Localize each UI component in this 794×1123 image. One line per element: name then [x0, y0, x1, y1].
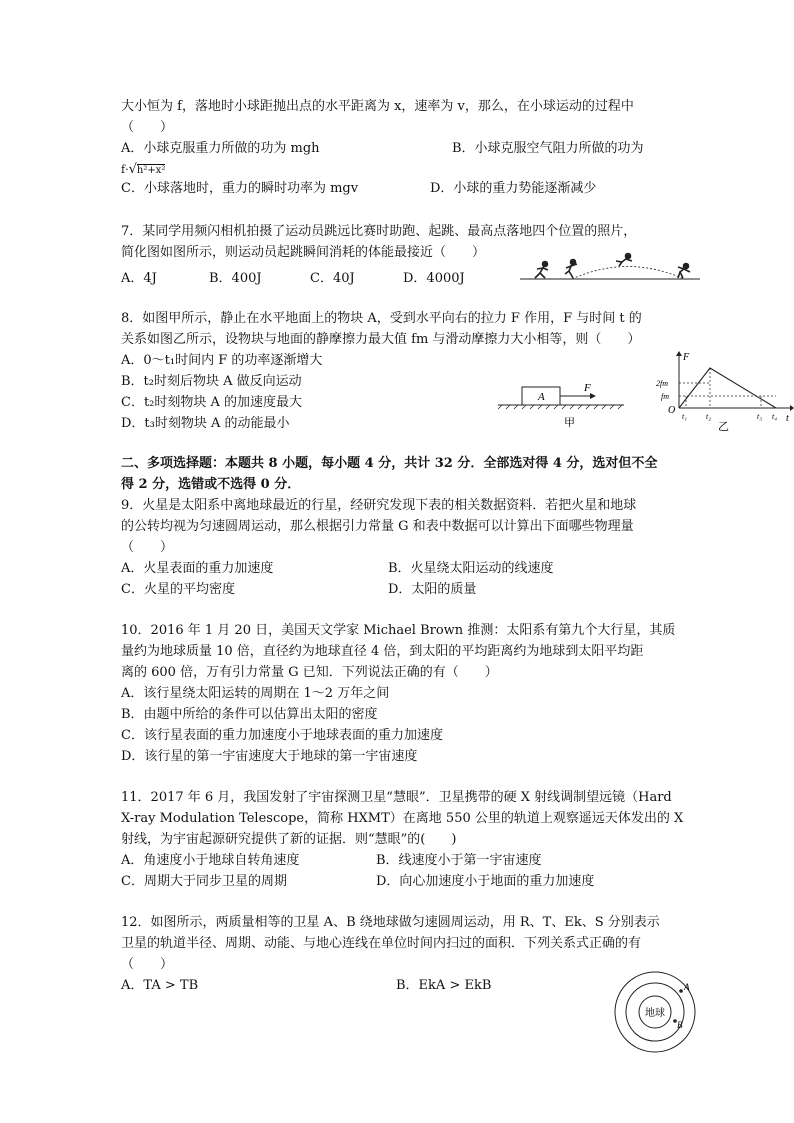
figure-jia	[498, 378, 624, 430]
q6-formula-prefix: f·	[121, 163, 129, 176]
force-time-curve	[679, 368, 776, 408]
runner-icon	[535, 262, 548, 279]
tick-t3: t₃	[757, 412, 763, 421]
q11-option-b: B．线速度小于第一宇宙速度	[376, 853, 542, 868]
q6-option-d: D．小球的重力势能逐渐减少	[430, 181, 597, 196]
q12-option-a: A．TA > TB	[121, 978, 199, 993]
f-axis-label: F	[683, 352, 690, 363]
t-axis-label: t	[786, 413, 789, 424]
q8-option-b: B．t₂时刻后物块 A 做反向运动	[121, 374, 302, 389]
force-label: F	[584, 382, 591, 394]
q11-stem-line2: X-ray Modulation Telescope，简称 HXMT）在离地 550 公里的轨道上观察遥远天体发出的 X	[121, 811, 684, 826]
q9-stem-line1: 9．火星是太阳系中离地球最近的行星，经研究发现下表的相关数据资料．若把火星和地球	[121, 498, 637, 513]
tick-fm: fm	[661, 392, 669, 401]
q12-paren: （ ）	[121, 957, 174, 972]
q7-stem-line2: 简化图如图所示，则运动员起跳瞬间消耗的体能最接近（ ）	[121, 245, 486, 260]
tick-t4: t₄	[772, 412, 778, 421]
section2-heading-line2: 得 2 分，选错或不选得 0 分．	[121, 477, 301, 492]
q8-option-c: C．t₂时刻物块 A 的加速度最大	[121, 395, 303, 410]
satellite-a-dot	[679, 989, 683, 993]
q10-stem-line2: 量约为地球质量 10 倍，直径约为地球直径 4 倍，到太阳的平均距离约为地球到太阳平均距	[121, 644, 644, 659]
q6-formula-radicand: h²+x²	[136, 165, 166, 176]
q6-stem-line1: 大小恒为 f，落地时小球距抛出点的水平距离为 x，速率为 v，那么，在小球运动的过程中	[121, 99, 634, 114]
q10-option-d: D．该行星的第一宇宙速度大于地球的第一宇宙速度	[121, 749, 418, 764]
q6-option-c: C．小球落地时，重力的瞬时功率为 mgv	[121, 181, 359, 196]
q9-paren: （ ）	[121, 540, 174, 555]
q10-stem-line3: 离的 600 倍，万有引力常量 G 已知．下列说法正确的有（ ）	[121, 665, 498, 680]
q12-stem-line2: 卫星的轨道半径、周期、动能、与地心连线在单位时间内扫过的面积．下列关系式正确的有	[121, 936, 642, 951]
ground-hatching	[498, 405, 622, 409]
q7-option-a: A．4J	[121, 271, 157, 286]
q11-option-a: A．角速度小于地球自转角速度	[121, 853, 300, 868]
landing-jumper-icon	[678, 264, 690, 279]
q6-option-b-formula	[121, 161, 165, 180]
satellite-orbit-figure	[610, 970, 700, 1056]
takeoff-jumper-icon	[565, 260, 577, 279]
figure-jia-caption: 甲	[564, 417, 575, 429]
q9-option-b: B．火星绕太阳运动的线速度	[388, 561, 554, 576]
figure-yi-graph	[652, 350, 794, 432]
q8-stem-line1: 8．如图甲所示，静止在水平地面上的物块 A，受到水平向右的拉力 F 作用，F 与时间 t 的	[121, 311, 642, 326]
satellite-a-label: A	[684, 982, 690, 992]
q7-option-b: B．400J	[209, 271, 262, 286]
tick-t2: t₂	[706, 412, 712, 421]
q11-option-d: D．向心加速度小于地面的重力加速度	[376, 874, 595, 889]
q10-option-c: C．该行星表面的重力加速度小于地球表面的重力加速度	[121, 728, 443, 743]
sqrt-sign: √	[128, 162, 137, 177]
earth-label: 地球	[645, 1008, 665, 1019]
q8-option-d: D．t₃时刻物块 A 的动能最小	[121, 416, 290, 431]
q11-option-c: C．周期大于同步卫星的周期	[121, 874, 287, 889]
q9-option-a: A．火星表面的重力加速度	[121, 561, 274, 576]
origin-label: O	[668, 405, 676, 416]
block-label: A	[538, 391, 545, 403]
section2-heading-line1: 二、多项选择题：本题共 8 小题，每小题 4 分，共计 32 分．全部选对得 4 分，选对但不全	[121, 456, 658, 471]
q12-stem-line1: 12．如图所示，两质量相等的卫星 A、B 绕地球做匀速圆周运动，用 R、T、Ek、S 分别表示	[121, 915, 660, 930]
q6-paren: （ ）	[121, 120, 174, 135]
q8-stem-line2: 关系如图乙所示，设物块与地面的静摩擦力最大值 fm 与滑动摩擦力大小相等，则（ ）	[121, 332, 641, 347]
tick-2fm: 2fm	[656, 379, 668, 388]
q6-option-b: B．小球克服空气阻力所做的功为	[452, 141, 644, 156]
figure-yi-caption: 乙	[718, 421, 729, 432]
q6-option-a: A．小球克服重力所做的功为 mgh	[121, 141, 320, 156]
tick-t1: t₁	[682, 412, 688, 421]
airborne-jumper-icon	[616, 254, 632, 267]
q8-option-a: A．0～t₁时间内 F 的功率逐渐增大	[121, 353, 323, 368]
q9-stem-line2: 的公转均视为匀速圆周运动，那么根据引力常量 G 和表中数据可以计算出下面哪些物理量	[121, 519, 634, 534]
q11-stem-line3: 射线，为宇宙起源研究提供了新的证据．则“慧眼”的( )	[121, 832, 457, 847]
q7-stem-line1: 7．某同学用频闪相机拍摄了运动员跳远比赛时助跑、起跳、最高点落地四个位置的照片，	[121, 224, 637, 239]
q12-option-b: B．EkA > EkB	[396, 978, 492, 993]
q9-option-d: D．太阳的质量	[388, 582, 477, 597]
q11-stem-line1: 11．2017 年 6 月，我国发射了宇宙探测卫星“慧眼”．卫星携带的硬 X 射线调制望远镜（Hard	[121, 790, 672, 805]
satellite-b-label: B	[677, 1020, 683, 1030]
q7-option-d: D．4000J	[403, 271, 465, 286]
q7-option-c: C．40J	[310, 271, 355, 286]
q10-option-a: A．该行星绕太阳运转的周期在 1～2 万年之间	[121, 686, 390, 701]
q9-option-c: C．火星的平均密度	[121, 582, 235, 597]
q10-stem-line1: 10．2016 年 1 月 20 日，美国天文学家 Michael Brown 推测：太阳系有第九个大行星，其质	[121, 623, 676, 638]
q10-option-b: B．由题中所给的条件可以估算出太阳的密度	[121, 707, 378, 722]
force-arrowhead	[590, 393, 596, 399]
long-jump-figure	[520, 252, 700, 284]
